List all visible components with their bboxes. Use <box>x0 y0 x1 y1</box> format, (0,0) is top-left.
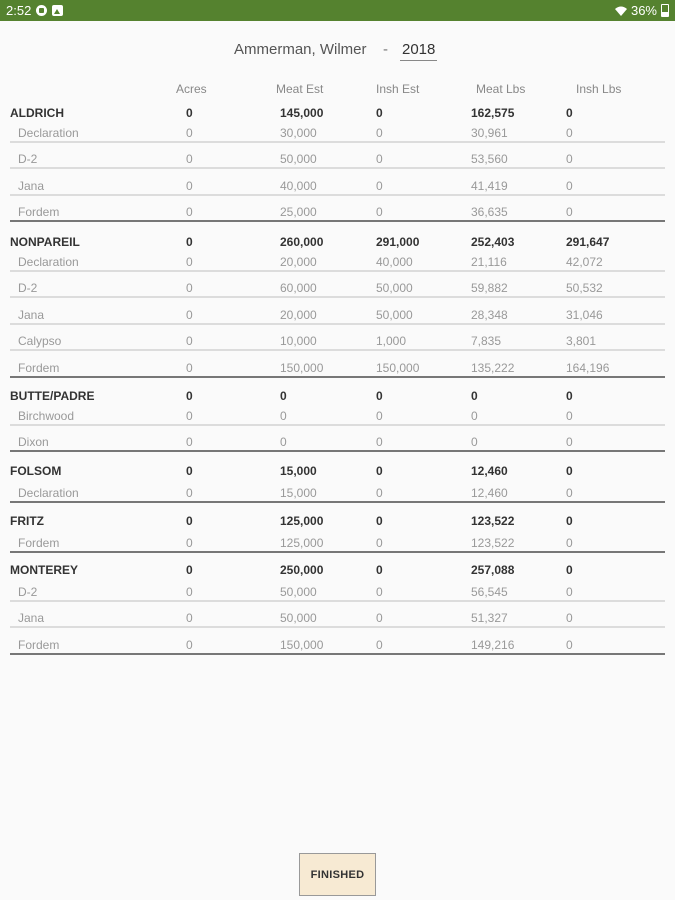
variety-row[interactable] <box>10 608 665 634</box>
variety-row[interactable] <box>10 582 665 608</box>
variety-row-acres: 0 <box>186 638 193 652</box>
variety-row-meat-lbs: 30,961 <box>471 126 508 140</box>
variety-row-insh-lbs: 0 <box>566 152 573 166</box>
variety-row-meat-est: 150,000 <box>280 638 324 652</box>
variety-row-insh-lbs: 42,072 <box>566 255 603 269</box>
variety-row-meat-est: 25,000 <box>280 205 317 219</box>
variety-row-acres: 0 <box>186 255 193 269</box>
variety-row-meat-lbs: 28,348 <box>471 308 508 322</box>
variety-row-meat-est: 10,000 <box>280 334 317 348</box>
variety-row[interactable] <box>10 358 665 384</box>
variety-row-insh-est: 1,000 <box>376 334 407 348</box>
group-row-meat-est: 0 <box>280 389 287 403</box>
row-divider <box>10 626 665 628</box>
battery-icon <box>661 4 669 17</box>
variety-row-meat-lbs: 51,327 <box>471 611 508 625</box>
variety-row-insh-est: 0 <box>376 152 383 166</box>
year-selector[interactable]: 2018 <box>400 41 437 61</box>
variety-row-meat-lbs: 149,216 <box>471 638 515 652</box>
variety-row-meat-est: 150,000 <box>280 361 324 375</box>
variety-row-meat-lbs: 7,835 <box>471 334 502 348</box>
row-divider <box>10 194 665 196</box>
variety-row-meat-lbs: 21,116 <box>471 255 507 269</box>
variety-row-meat-lbs: 53,560 <box>471 152 508 166</box>
status-bar <box>0 0 675 21</box>
variety-row[interactable] <box>10 331 665 357</box>
battery-percent: 36% <box>630 3 657 18</box>
col-insh-lbs: Insh Lbs <box>576 82 622 96</box>
group-row-meat-est: 125,000 <box>280 514 324 528</box>
row-divider <box>10 424 665 426</box>
group-row-label: ALDRICH <box>10 106 64 120</box>
variety-row-acres: 0 <box>186 361 193 375</box>
variety-row-label: D-2 <box>18 585 38 599</box>
group-row-meat-lbs: 12,460 <box>471 464 508 478</box>
variety-row-acres: 0 <box>186 611 193 625</box>
group-row-insh-lbs: 291,647 <box>566 235 610 249</box>
variety-row-insh-lbs: 0 <box>566 126 573 140</box>
variety-row-insh-est: 0 <box>376 435 383 449</box>
row-divider <box>10 296 665 298</box>
variety-row-insh-lbs: 0 <box>566 205 573 219</box>
wifi-icon <box>615 6 627 16</box>
variety-row[interactable] <box>10 635 665 661</box>
variety-row-label: Fordem <box>18 536 60 550</box>
variety-row-acres: 0 <box>186 126 193 140</box>
group-row-meat-lbs: 162,575 <box>471 106 515 120</box>
variety-row-insh-est: 0 <box>376 536 383 550</box>
variety-row-insh-lbs: 0 <box>566 409 573 423</box>
group-row-meat-est: 145,000 <box>280 106 324 120</box>
group-row-meat-lbs: 252,403 <box>471 235 515 249</box>
group-divider <box>10 501 665 503</box>
variety-row-label: D-2 <box>18 281 38 295</box>
variety-row[interactable] <box>10 432 665 458</box>
variety-row-meat-lbs: 135,222 <box>471 361 515 375</box>
variety-row-insh-est: 50,000 <box>376 281 413 295</box>
group-divider <box>10 450 665 452</box>
group-row-insh-lbs: 0 <box>566 464 573 478</box>
group-row-acres: 0 <box>186 563 193 577</box>
group-row-meat-est: 250,000 <box>280 563 324 577</box>
variety-row-insh-est: 0 <box>376 638 383 652</box>
variety-row-insh-est: 0 <box>376 486 383 500</box>
variety-row[interactable] <box>10 149 665 175</box>
group-row-insh-est: 0 <box>376 464 383 478</box>
variety-row-label: Jana <box>18 308 45 322</box>
group-row-insh-lbs: 0 <box>566 106 573 120</box>
row-divider <box>10 323 665 325</box>
variety-row-insh-lbs: 50,532 <box>566 281 603 295</box>
variety-row[interactable] <box>10 252 665 278</box>
row-divider <box>10 600 665 602</box>
variety-row-acres: 0 <box>186 585 193 599</box>
group-row-acres: 0 <box>186 235 193 249</box>
variety-row-meat-est: 20,000 <box>280 308 317 322</box>
variety-row-meat-est: 40,000 <box>280 179 317 193</box>
group-row-meat-lbs: 0 <box>471 389 478 403</box>
group-row-insh-est: 291,000 <box>376 235 420 249</box>
variety-row-insh-lbs: 0 <box>566 486 573 500</box>
col-acres: Acres <box>176 82 207 96</box>
variety-row-acres: 0 <box>186 152 193 166</box>
variety-row[interactable] <box>10 176 665 202</box>
variety-row-insh-lbs: 0 <box>566 536 573 550</box>
group-row-insh-lbs: 0 <box>566 514 573 528</box>
variety-row-insh-est: 150,000 <box>376 361 420 375</box>
variety-row-insh-lbs: 0 <box>566 611 573 625</box>
variety-row-insh-est: 0 <box>376 205 383 219</box>
group-row-label: FOLSOM <box>10 464 62 478</box>
variety-row-meat-lbs: 41,419 <box>471 179 508 193</box>
variety-row-label: Birchwood <box>18 409 75 423</box>
variety-row-insh-lbs: 164,196 <box>566 361 610 375</box>
variety-row-label: Jana <box>18 611 45 625</box>
variety-row-meat-est: 50,000 <box>280 611 317 625</box>
variety-row-acres: 0 <box>186 536 193 550</box>
group-row-insh-lbs: 0 <box>566 563 573 577</box>
row-divider <box>10 141 665 143</box>
finished-button[interactable]: FINISHED <box>299 853 376 896</box>
variety-row-label: Fordem <box>18 205 60 219</box>
group-row-acres: 0 <box>186 389 193 403</box>
variety-row-label: Fordem <box>18 638 60 652</box>
col-meat-est: Meat Est <box>276 82 324 96</box>
variety-row-label: D-2 <box>18 152 38 166</box>
image-icon <box>52 5 63 16</box>
variety-row-insh-lbs: 0 <box>566 638 573 652</box>
group-row-acres: 0 <box>186 106 193 120</box>
variety-row-label: Jana <box>18 179 45 193</box>
variety-row-acres: 0 <box>186 409 193 423</box>
group-row-meat-lbs: 257,088 <box>471 563 515 577</box>
variety-row-acres: 0 <box>186 334 193 348</box>
variety-row-meat-lbs: 59,882 <box>471 281 508 295</box>
variety-row-meat-lbs: 36,635 <box>471 205 508 219</box>
group-row-insh-est: 0 <box>376 106 383 120</box>
col-meat-lbs: Meat Lbs <box>476 82 526 96</box>
variety-row-meat-lbs: 12,460 <box>471 486 508 500</box>
group-divider <box>10 551 665 553</box>
variety-row[interactable] <box>10 406 665 432</box>
group-row-acres: 0 <box>186 464 193 478</box>
group-row-insh-est: 0 <box>376 514 383 528</box>
variety-row-meat-lbs: 0 <box>471 435 478 449</box>
variety-row-meat-lbs: 56,545 <box>471 585 508 599</box>
variety-row-meat-est: 15,000 <box>280 486 317 500</box>
variety-row-insh-est: 0 <box>376 126 383 140</box>
variety-row-meat-est: 50,000 <box>280 152 317 166</box>
notification-icon <box>36 5 47 16</box>
variety-row-insh-est: 50,000 <box>376 308 413 322</box>
variety-row-meat-est: 30,000 <box>280 126 317 140</box>
variety-row-meat-est: 125,000 <box>280 536 324 550</box>
group-row-meat-est: 15,000 <box>280 464 317 478</box>
group-divider <box>10 376 665 378</box>
variety-row-insh-est: 0 <box>376 409 383 423</box>
variety-row-insh-lbs: 31,046 <box>566 308 603 322</box>
group-row-label: NONPAREIL <box>10 235 80 249</box>
variety-row-insh-est: 0 <box>376 585 383 599</box>
variety-row-acres: 0 <box>186 205 193 219</box>
variety-row[interactable] <box>10 278 665 304</box>
variety-row-insh-lbs: 0 <box>566 585 573 599</box>
variety-row-acres: 0 <box>186 281 193 295</box>
group-row-label: MONTEREY <box>10 563 79 577</box>
variety-row-insh-lbs: 0 <box>566 435 573 449</box>
variety-row[interactable] <box>10 123 665 149</box>
variety-row-acres: 0 <box>186 308 193 322</box>
group-divider <box>10 653 665 655</box>
variety-row-acres: 0 <box>186 435 193 449</box>
variety-row-insh-est: 40,000 <box>376 255 413 269</box>
variety-row-acres: 0 <box>186 486 193 500</box>
row-divider <box>10 270 665 272</box>
col-insh-est: Insh Est <box>376 82 420 96</box>
group-row-insh-est: 0 <box>376 563 383 577</box>
variety-row-meat-est: 0 <box>280 409 287 423</box>
variety-row-label: Declaration <box>18 486 79 500</box>
variety-row-meat-est: 0 <box>280 435 287 449</box>
group-row-label: FRITZ <box>10 514 44 528</box>
variety-row-label: Calypso <box>18 334 62 348</box>
group-row-label: BUTTE/PADRE <box>10 389 95 403</box>
group-row-insh-est: 0 <box>376 389 383 403</box>
page-header <box>0 41 675 65</box>
row-divider <box>10 349 665 351</box>
variety-row-insh-lbs: 0 <box>566 179 573 193</box>
variety-row-meat-est: 50,000 <box>280 585 317 599</box>
variety-row-meat-est: 20,000 <box>280 255 317 269</box>
variety-row[interactable] <box>10 533 665 559</box>
header-separator: - <box>383 41 388 58</box>
group-row-acres: 0 <box>186 514 193 528</box>
variety-row-insh-lbs: 3,801 <box>566 334 597 348</box>
variety-row-acres: 0 <box>186 179 193 193</box>
variety-row-meat-lbs: 0 <box>471 409 478 423</box>
variety-row-label: Declaration <box>18 255 79 269</box>
variety-row-label: Dixon <box>18 435 49 449</box>
variety-row-label: Declaration <box>18 126 79 140</box>
group-row-meat-est: 260,000 <box>280 235 324 249</box>
status-time: 2:52 <box>6 3 32 18</box>
variety-row-meat-est: 60,000 <box>280 281 317 295</box>
variety-row-meat-lbs: 123,522 <box>471 536 515 550</box>
variety-row[interactable] <box>10 305 665 331</box>
row-divider <box>10 167 665 169</box>
variety-row-label: Fordem <box>18 361 60 375</box>
variety-row-insh-est: 0 <box>376 179 383 193</box>
grower-name: Ammerman, Wilmer <box>234 41 367 58</box>
variety-row[interactable] <box>10 202 665 228</box>
variety-row[interactable] <box>10 483 665 509</box>
group-divider <box>10 220 665 222</box>
group-row-insh-lbs: 0 <box>566 389 573 403</box>
variety-row-insh-est: 0 <box>376 611 383 625</box>
group-row-meat-lbs: 123,522 <box>471 514 515 528</box>
